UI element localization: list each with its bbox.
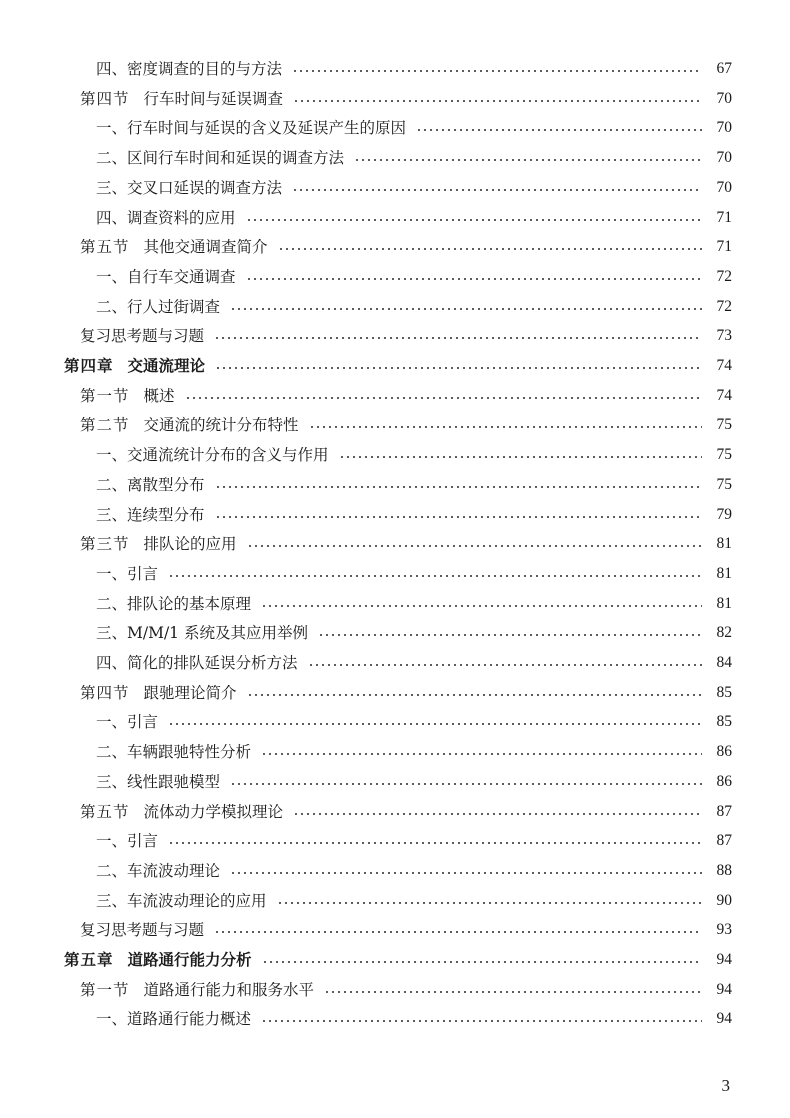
- toc-entry[interactable]: [96, 738, 732, 766]
- toc-entry[interactable]: [96, 560, 732, 588]
- toc-entry[interactable]: [96, 144, 732, 172]
- toc-entry-label: 三、M/M/1 系统及其应用举例: [96, 624, 308, 643]
- toc-entry-label: 一、行车时间与延误的含义及延误产生的原因: [96, 119, 407, 138]
- toc-entry-number: 第五章: [64, 951, 114, 969]
- toc-page-number: 67: [716, 60, 732, 77]
- toc-page-number: 85: [716, 683, 732, 701]
- dot-leader: [278, 248, 702, 250]
- toc-entry[interactable]: [80, 322, 732, 350]
- toc-entry-label: 一、引言: [96, 832, 159, 851]
- toc-entry-label: 四、简化的排队延误分析方法: [96, 654, 298, 672]
- toc-page-number: 73: [716, 327, 732, 345]
- toc-entry[interactable]: [96, 441, 732, 469]
- toc-entry-number: 第一节: [80, 980, 130, 999]
- toc-entry-label: [64, 946, 252, 974]
- dot-leader: [261, 753, 702, 755]
- toc-entry-label: 一、自行车交通调查: [96, 267, 236, 286]
- toc-entry[interactable]: [96, 204, 732, 232]
- toc-entry-label: [80, 85, 283, 113]
- toc-entry[interactable]: [80, 382, 732, 410]
- toc-page-number: 88: [716, 861, 732, 879]
- toc-entry[interactable]: [80, 530, 732, 558]
- dot-leader: [230, 308, 702, 310]
- toc-entry[interactable]: [96, 1005, 732, 1033]
- toc-entry[interactable]: [80, 679, 732, 707]
- toc-entry-label: 二、区间行车时间和延误的调查方法: [96, 149, 345, 168]
- toc-entry-label: [80, 679, 237, 707]
- toc-entry-label: 四、密度调查的目的与方法: [96, 60, 283, 78]
- dot-leader: [185, 397, 702, 399]
- toc-entry[interactable]: [96, 114, 732, 142]
- toc-page-number: 86: [716, 772, 732, 790]
- toc-page-number: 70: [716, 119, 732, 137]
- toc-page-number: 87: [716, 832, 732, 850]
- toc-page-number: 94: [716, 951, 732, 968]
- toc-page-number: 81: [716, 594, 732, 612]
- toc-page-number: 94: [716, 980, 732, 998]
- dot-leader: [246, 278, 702, 280]
- toc-entry-label: 复习思考题与习题: [80, 327, 205, 346]
- toc-entry-number: 第四节: [80, 89, 130, 108]
- toc-entry-title: 道路通行能力和服务水平: [143, 980, 315, 999]
- toc-entry-label: 一、交通流统计分布的含义与作用: [96, 446, 329, 465]
- dot-leader: [318, 634, 702, 636]
- toc-page-number: 87: [716, 802, 732, 820]
- toc-entry-title: 概述: [143, 386, 175, 405]
- toc-entry-label: 二、车辆跟驰特性分析: [96, 743, 252, 762]
- toc-entry-label: [80, 530, 237, 558]
- toc-entry[interactable]: [96, 619, 732, 647]
- toc-entry-title: 行车时间与延误调查: [143, 89, 284, 108]
- dot-leader: [230, 783, 702, 785]
- dot-leader: [215, 486, 702, 488]
- dot-leader: [215, 516, 702, 518]
- toc-page-number: 72: [716, 297, 732, 315]
- toc-page-number: 70: [716, 178, 732, 196]
- dot-leader: [324, 991, 702, 993]
- toc-entry-number: 第四章: [64, 357, 114, 375]
- toc-entry-label: [64, 352, 205, 380]
- toc-entry[interactable]: [96, 827, 732, 855]
- dot-leader: [215, 367, 702, 369]
- toc-page-number: 82: [716, 624, 732, 642]
- dot-leader: [292, 70, 702, 72]
- toc-entry-number: 第一节: [80, 386, 130, 405]
- toc-entry-number: 第五节: [80, 238, 130, 257]
- dot-leader: [214, 337, 702, 339]
- toc-page-number: 84: [716, 654, 732, 671]
- toc-entry[interactable]: [96, 708, 732, 736]
- toc-entry-label: 二、行人过街调查: [96, 297, 221, 316]
- toc-page-number: 72: [716, 267, 732, 285]
- toc-entry[interactable]: [96, 471, 732, 499]
- dot-leader: [247, 545, 702, 547]
- toc-page-number: 75: [716, 446, 732, 464]
- dot-leader: [354, 159, 702, 161]
- dot-leader: [308, 664, 702, 666]
- toc-page-number: 81: [716, 564, 732, 582]
- toc-page-number: 70: [716, 89, 732, 107]
- toc-entry-label: 一、引言: [96, 713, 159, 732]
- dot-leader: [293, 100, 702, 102]
- toc-entry[interactable]: [80, 798, 732, 826]
- dot-leader: [230, 872, 702, 874]
- dot-leader: [261, 1020, 702, 1022]
- toc-entry-title: 交通流的统计分布特性: [143, 416, 299, 435]
- dot-leader: [293, 813, 702, 815]
- toc-page-number: 85: [716, 713, 732, 731]
- toc-entry-label: [80, 382, 175, 410]
- dot-leader: [416, 129, 702, 131]
- toc-entry-title: 跟驰理论简介: [143, 683, 237, 702]
- toc-page-number: 70: [716, 149, 732, 167]
- toc-entry-title: 道路通行能力分析: [127, 951, 252, 969]
- toc-entry[interactable]: [80, 85, 732, 113]
- dot-leader: [309, 426, 702, 428]
- toc-entry-title: 排队论的应用: [143, 535, 237, 554]
- toc-entry-title: 交通流理论: [127, 357, 206, 375]
- dot-leader: [339, 456, 702, 458]
- toc-entry-number: 第三节: [80, 535, 130, 554]
- toc-entry-label: 三、交叉口延误的调查方法: [96, 178, 283, 197]
- toc-entry[interactable]: [96, 590, 732, 618]
- toc-entry[interactable]: [96, 768, 732, 796]
- toc-entry-label: 二、车流波动理论: [96, 861, 221, 880]
- dot-leader: [292, 189, 702, 191]
- toc-entry-label: [80, 411, 299, 439]
- toc-page-number: 71: [716, 208, 732, 226]
- toc-page-number: 71: [716, 238, 732, 256]
- toc-entry-label: 一、引言: [96, 564, 159, 583]
- toc-entry-label: 三、车流波动理论的应用: [96, 891, 267, 910]
- toc-page-number: 86: [716, 743, 732, 761]
- toc-page-number: 75: [716, 475, 732, 493]
- toc-entry[interactable]: [96, 263, 732, 291]
- dot-leader: [214, 931, 702, 933]
- toc-page-number: 79: [716, 505, 732, 523]
- toc-entry-number: 第四节: [80, 683, 130, 702]
- dot-leader: [168, 723, 702, 725]
- toc-entry-label: 二、离散型分布: [96, 475, 205, 494]
- toc-entry-title: 流体动力学模拟理论: [143, 802, 284, 821]
- toc-page-number: 94: [716, 1010, 732, 1028]
- toc-page-number: 93: [716, 921, 732, 939]
- dot-leader: [168, 842, 702, 844]
- toc-entry-label: 一、道路通行能力概述: [96, 1010, 252, 1029]
- toc-entry[interactable]: [96, 887, 732, 915]
- toc-entry[interactable]: [96, 293, 732, 321]
- toc-entry[interactable]: [64, 946, 732, 974]
- dot-leader: [247, 694, 702, 696]
- dot-leader: [168, 575, 702, 577]
- dot-leader: [262, 961, 702, 963]
- toc-entry-label: 三、连续型分布: [96, 505, 205, 524]
- toc-entry-label: [80, 233, 268, 261]
- toc-entry-label: 四、调查资料的应用: [96, 208, 236, 227]
- toc-entry-label: 复习思考题与习题: [80, 921, 205, 940]
- toc-entry-number: 第五节: [80, 802, 130, 821]
- toc-entry[interactable]: [80, 916, 732, 944]
- toc-entry[interactable]: [80, 976, 732, 1004]
- toc-entry-label: [80, 798, 283, 826]
- page-number: 3: [721, 1076, 730, 1095]
- toc-page-number: 90: [716, 891, 732, 909]
- dot-leader: [277, 902, 702, 904]
- toc-page-number: 81: [716, 535, 732, 553]
- toc-entry[interactable]: [80, 411, 732, 439]
- toc-entry-label: [80, 976, 314, 1004]
- toc-entry[interactable]: [64, 352, 732, 380]
- toc-page-number: 74: [716, 386, 732, 404]
- toc-entry[interactable]: [96, 174, 732, 202]
- dot-leader: [246, 219, 702, 221]
- toc-entry-number: 第二节: [80, 416, 130, 435]
- toc-entry[interactable]: [96, 501, 732, 529]
- toc-entry-title: 其他交通调查简介: [143, 238, 268, 257]
- toc-entry[interactable]: [80, 233, 732, 261]
- dot-leader: [261, 605, 702, 607]
- toc-page-number: 75: [716, 416, 732, 434]
- toc-entry-label: 二、排队论的基本原理: [96, 594, 252, 613]
- toc-entry[interactable]: [96, 649, 732, 677]
- toc-page-number: 74: [716, 357, 732, 374]
- toc-entry[interactable]: [96, 55, 732, 83]
- toc-entry[interactable]: [96, 857, 732, 885]
- toc-entry-label: 三、线性跟驰模型: [96, 772, 221, 791]
